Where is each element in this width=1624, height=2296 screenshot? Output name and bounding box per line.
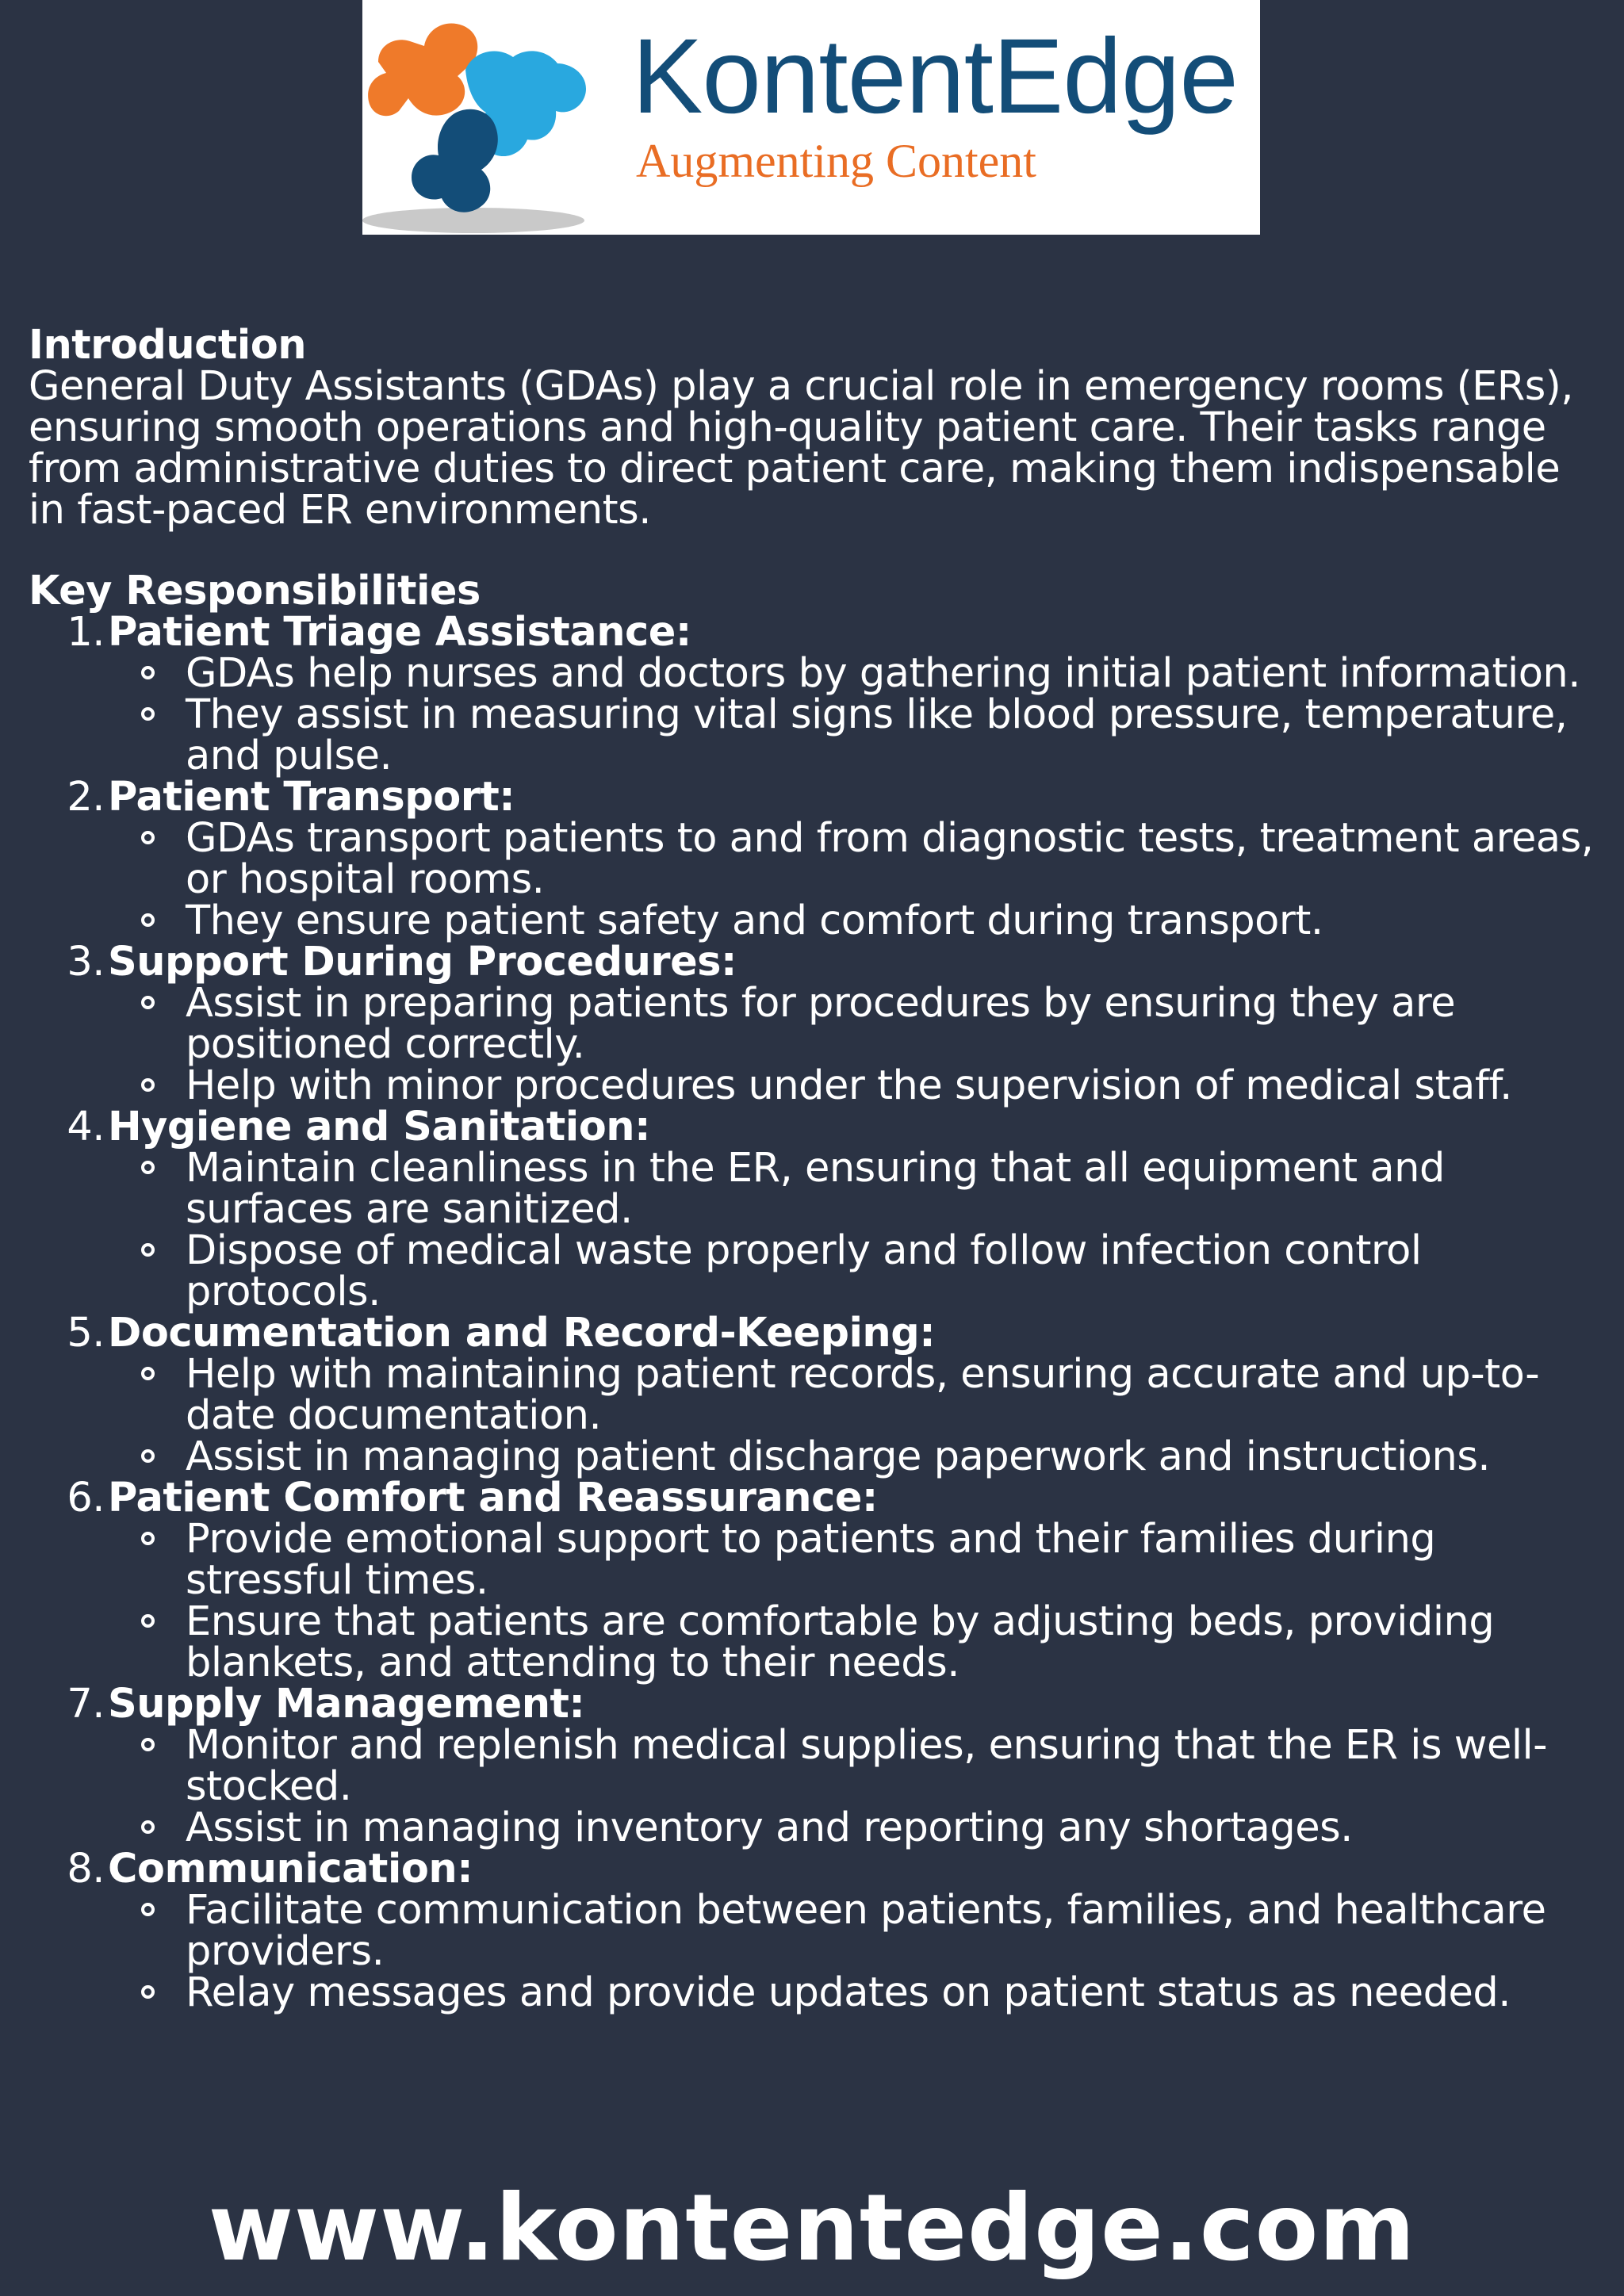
responsibilities-list: [29, 609, 1607, 2016]
section-spacer: [29, 531, 1607, 571]
sub-point-text: Assist in managing inventory and reporting any shortages.: [186, 1804, 1353, 1851]
item-number: 5.: [67, 1310, 105, 1357]
sub-point-list: [108, 1351, 1607, 1480]
sub-point-text: Monitor and replenish medical supplies, ensuring that the ER is well-stocked.: [186, 1722, 1548, 1810]
hollow-circle-bullet-icon: [141, 831, 155, 844]
responsibility-item: [29, 1310, 1607, 1480]
sub-point: [108, 1145, 1607, 1233]
responsibility-item: [29, 609, 1607, 779]
item-title: Hygiene and Sanitation:: [108, 1104, 650, 1150]
item-number: 1.: [67, 609, 105, 656]
hollow-circle-bullet-icon: [141, 1449, 155, 1463]
sub-point: [108, 1516, 1607, 1604]
logo: [362, 0, 1260, 235]
intro-paragraph: General Duty Assistants (GDAs) play a crucial role in emergency rooms (ERs), ensuring smooth operations and high-quality patient care. Their tasks range from administrative duties to direct patient care, making them indispensable in fast-paced ER environments.: [29, 363, 1573, 534]
item-title: Communication:: [108, 1846, 473, 1892]
item-title: Documentation and Record-Keeping:: [108, 1310, 936, 1357]
item-number: 2.: [67, 774, 105, 821]
item-number: 3.: [67, 939, 105, 985]
sub-point: [108, 1722, 1607, 1810]
sub-point-list: [108, 650, 1607, 779]
item-number: 7.: [67, 1681, 105, 1728]
hollow-circle-bullet-icon: [141, 707, 155, 721]
hollow-circle-bullet-icon: [141, 913, 155, 927]
hollow-circle-bullet-icon: [141, 1078, 155, 1092]
sub-point: [108, 1804, 1607, 1851]
sub-point: [108, 1433, 1607, 1480]
sub-point-text: GDAs transport patients to and from diagnostic tests, treatment areas, or hospital rooms.: [186, 815, 1594, 903]
sub-point: [108, 980, 1607, 1068]
article-content: [29, 322, 1607, 2016]
item-number: 8.: [67, 1846, 105, 1892]
intro-heading: Introduction: [29, 322, 307, 369]
sub-point-list: [108, 980, 1607, 1109]
item-title: Patient Triage Assistance:: [108, 609, 691, 656]
hollow-circle-bullet-icon: [141, 666, 155, 679]
responsibility-item: [29, 1681, 1607, 1851]
sub-point-text: GDAs help nurses and doctors by gathering initial patient information.: [186, 650, 1580, 697]
sub-point: [108, 1227, 1607, 1315]
hollow-circle-bullet-icon: [141, 1614, 155, 1628]
hollow-circle-bullet-icon: [141, 1367, 155, 1380]
sub-point-list: [108, 1887, 1607, 2016]
sub-point-list: [108, 1516, 1607, 1686]
sub-point: [108, 1887, 1607, 1975]
item-title: Patient Transport:: [108, 774, 515, 821]
sub-point: [108, 1062, 1607, 1109]
responsibility-item: [29, 939, 1607, 1109]
item-number: 6.: [67, 1475, 105, 1521]
hollow-circle-bullet-icon: [141, 1243, 155, 1257]
hollow-circle-bullet-icon: [141, 1738, 155, 1751]
sub-point-list: [108, 1145, 1607, 1315]
responsibility-item: [29, 1846, 1607, 2016]
sub-point-text: Help with minor procedures under the supervision of medical staff.: [186, 1062, 1512, 1109]
responsibility-item: [29, 774, 1607, 944]
logo-mark-icon: [362, 0, 632, 235]
sub-point-text: Dispose of medical waste properly and follow infection control protocols.: [186, 1227, 1422, 1315]
logo-tagline: Augmenting Content: [636, 135, 1036, 187]
responsibility-item: [29, 1475, 1607, 1686]
hollow-circle-bullet-icon: [141, 1903, 155, 1916]
responsibilities-heading: Key Responsibilities: [29, 568, 481, 614]
sub-point-text: Assist in managing patient discharge paperwork and instructions.: [186, 1433, 1491, 1480]
sub-point-list: [108, 815, 1607, 944]
sub-point-text: They ensure patient safety and comfort during transport.: [186, 897, 1323, 944]
logo-brand-name: KontentEdge: [632, 17, 1238, 136]
hollow-circle-bullet-icon: [141, 1532, 155, 1545]
sub-point: [108, 691, 1607, 779]
sub-point-text: Provide emotional support to patients and their families during stressful times.: [186, 1516, 1436, 1604]
item-title: Support During Procedures:: [108, 939, 737, 985]
sub-point-text: Facilitate communication between patients, families, and healthcare providers.: [186, 1887, 1546, 1975]
sub-point-text: They assist in measuring vital signs like blood pressure, temperature, and pulse.: [186, 691, 1568, 779]
sub-point-text: Ensure that patients are comfortable by adjusting beds, providing blankets, and attending to their needs.: [186, 1598, 1495, 1686]
sub-point-text: Maintain cleanliness in the ER, ensuring that all equipment and surfaces are sanitized.: [186, 1145, 1445, 1233]
hollow-circle-bullet-icon: [141, 1985, 155, 1999]
hollow-circle-bullet-icon: [141, 1820, 155, 1834]
sub-point: [108, 1969, 1607, 2016]
sub-point-list: [108, 1722, 1607, 1851]
item-title: Patient Comfort and Reassurance:: [108, 1475, 878, 1521]
sub-point: [108, 815, 1607, 903]
website-url: www.kontentedge.com: [208, 2175, 1416, 2282]
sub-point: [108, 1351, 1607, 1439]
hollow-circle-bullet-icon: [141, 996, 155, 1009]
item-title: Supply Management:: [108, 1681, 585, 1728]
sub-point: [108, 650, 1607, 697]
responsibility-item: [29, 1104, 1607, 1315]
sub-point-text: Assist in preparing patients for procedures by ensuring they are positioned correctly.: [186, 980, 1456, 1068]
sub-point: [108, 1598, 1607, 1686]
sub-point-text: Relay messages and provide updates on patient status as needed.: [186, 1969, 1511, 2016]
sub-point: [108, 897, 1607, 944]
sub-point-text: Help with maintaining patient records, ensuring accurate and up-to-date documentation.: [186, 1351, 1540, 1439]
hollow-circle-bullet-icon: [141, 1161, 155, 1174]
item-number: 4.: [67, 1104, 105, 1150]
